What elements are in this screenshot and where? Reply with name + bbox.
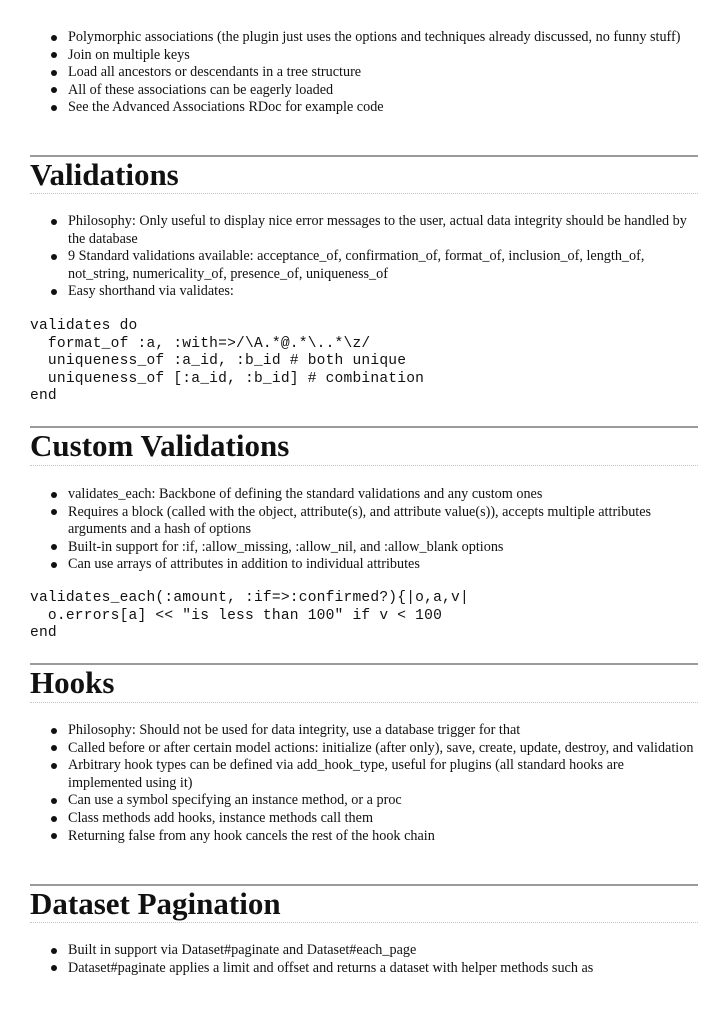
- list-item: Built-in support for :if, :allow_missing, :allow_nil, and :allow_blank options: [51, 539, 701, 557]
- validates-code-block: validates do format_of :a, :with=>/\A.*@.*\..*\z/ uniqueness_of :a_id, :b_id # both unique uniqueness_of [:a_id, :b_id] # combination end: [30, 318, 425, 405]
- list-item: Built in support via Dataset#paginate and Dataset#each_page: [51, 942, 701, 960]
- heading-underline: [30, 193, 698, 194]
- list-item: See the Advanced Associations RDoc for example code: [51, 99, 701, 117]
- associations-list: [51, 29, 701, 117]
- custom-validations-heading: Custom Validations: [30, 428, 290, 463]
- list-item: Called before or after certain model actions: initialize (after only), save, create, update, destroy, and validation: [51, 740, 701, 758]
- list-item: validates_each: Backbone of defining the standard validations and any custom ones: [51, 486, 701, 504]
- list-item: Philosophy: Should not be used for data integrity, use a database trigger for that: [51, 722, 701, 740]
- validates-each-code-block: validates_each(:amount, :if=>:confirmed?){|o,a,v| o.errors[a] << "is less than 100" if v < 100 end: [30, 590, 469, 642]
- dataset-pagination-list: [51, 942, 701, 977]
- list-item: Class methods add hooks, instance methods call them: [51, 810, 701, 828]
- validations-list: [51, 213, 701, 301]
- custom-validations-list: [51, 486, 701, 574]
- hooks-heading: Hooks: [30, 665, 115, 700]
- list-item: Polymorphic associations (the plugin just uses the options and techniques already discussed, no funny stuff): [51, 29, 701, 47]
- heading-underline: [30, 922, 698, 923]
- list-item: Arbitrary hook types can be defined via add_hook_type, useful for plugins (all standard hooks are implemented using it): [51, 757, 701, 792]
- list-item: Join on multiple keys: [51, 47, 701, 65]
- validations-heading: Validations: [30, 157, 179, 192]
- list-item: Philosophy: Only useful to display nice error messages to the user, actual data integrity should be handled by the database: [51, 213, 701, 248]
- dataset-pagination-heading: Dataset Pagination: [30, 886, 281, 921]
- list-item: Can use a symbol specifying an instance method, or a proc: [51, 792, 701, 810]
- list-item: All of these associations can be eagerly loaded: [51, 82, 701, 100]
- heading-underline: [30, 702, 698, 703]
- list-item: Requires a block (called with the object, attribute(s), and attribute value(s)), accepts multiple attributes arguments and a hash of options: [51, 504, 701, 539]
- list-item: Easy shorthand via validates:: [51, 283, 701, 301]
- list-item: 9 Standard validations available: acceptance_of, confirmation_of, format_of, inclusion_of, length_of, not_string, numericality_of, presence_of, uniqueness_of: [51, 248, 701, 283]
- section-divider: [30, 663, 698, 665]
- list-item: Load all ancestors or descendants in a tree structure: [51, 64, 701, 82]
- list-item: Dataset#paginate applies a limit and offset and returns a dataset with helper methods such as: [51, 960, 701, 978]
- heading-underline: [30, 465, 698, 466]
- list-item: Returning false from any hook cancels the rest of the hook chain: [51, 828, 701, 846]
- hooks-list: [51, 722, 701, 845]
- list-item: Can use arrays of attributes in addition to individual attributes: [51, 556, 701, 574]
